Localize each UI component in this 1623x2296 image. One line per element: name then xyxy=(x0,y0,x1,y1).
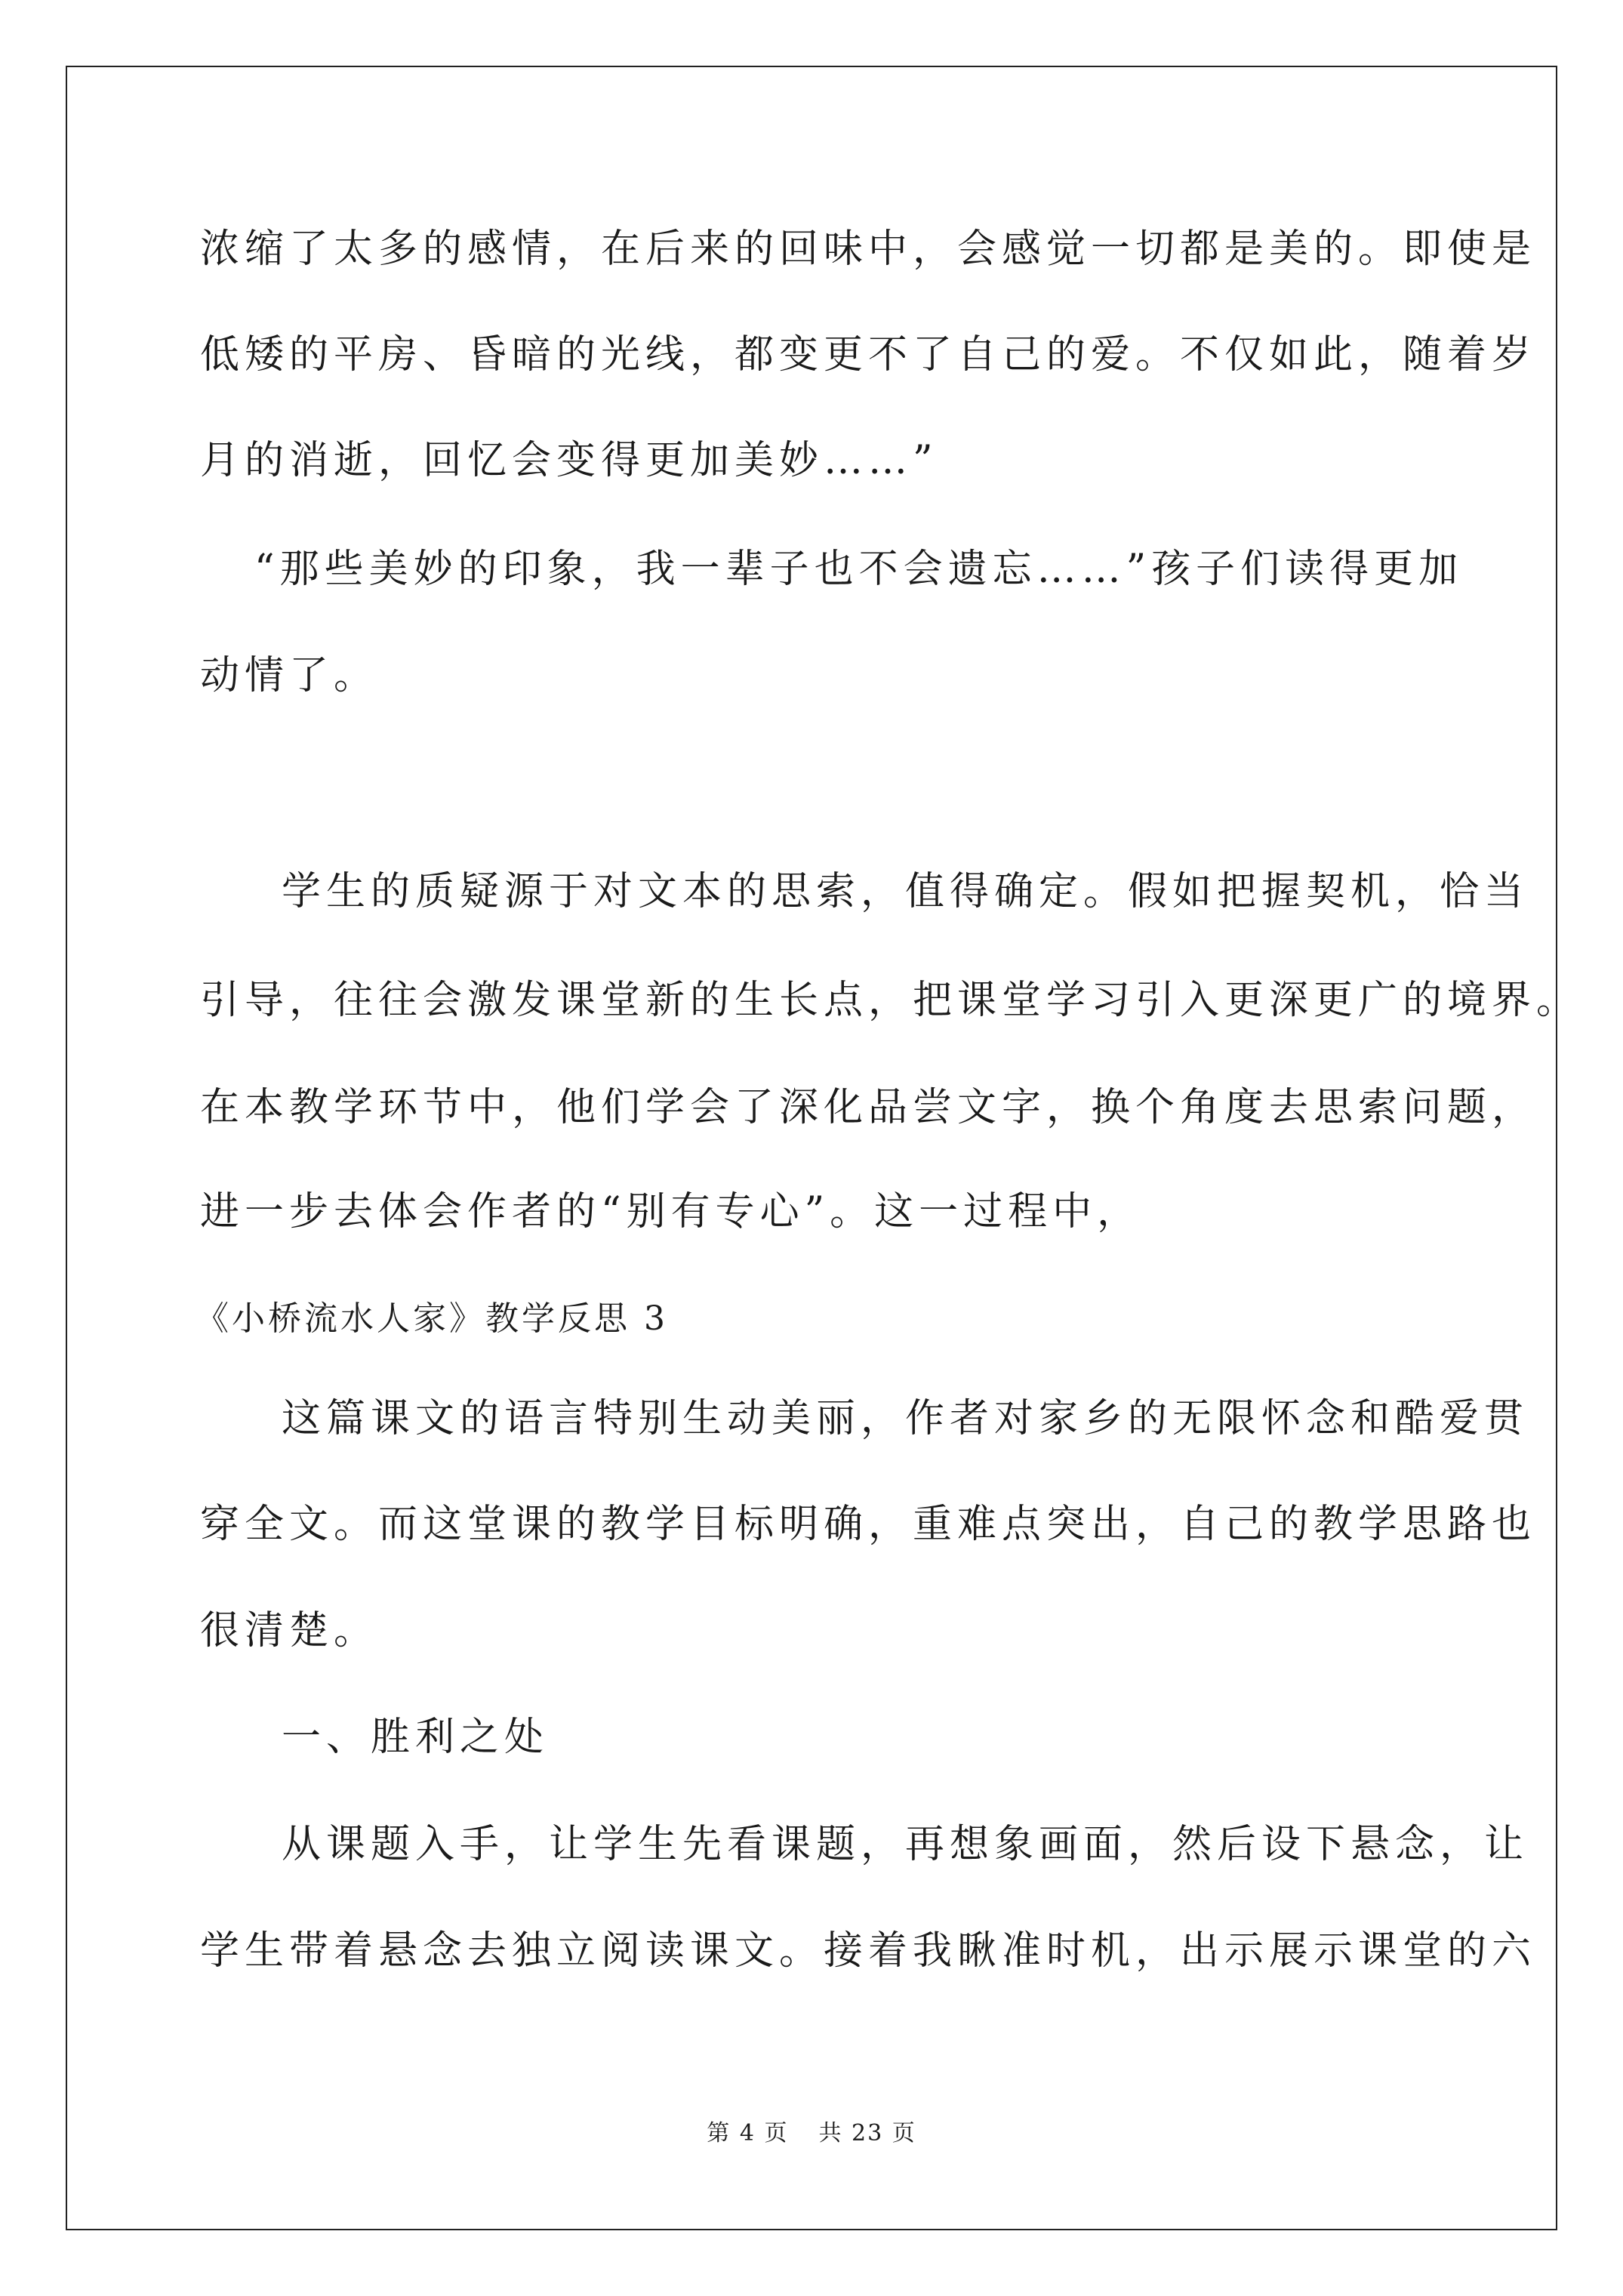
text-line: 低矮的平房、昏暗的光线，都变更不了自己的爱。不仅如此，随着岁 xyxy=(200,332,1537,378)
page-border xyxy=(66,66,1557,2230)
text-line: 穿全文。而这堂课的教学目标明确，重难点突出，自己的教学思路也 xyxy=(200,1502,1537,1547)
paragraph-first-line: “那些美妙的印象，我一辈子也不会遗忘……”孩子们读得更加 xyxy=(254,547,1464,592)
text-line: 浓缩了太多的感情，在后来的回味中，会感觉一切都是美的。即使是 xyxy=(200,227,1537,272)
page-number: 第 4 页 xyxy=(707,2120,789,2147)
text-line: 月的消逝，回忆会变得更加美妙……” xyxy=(200,438,938,483)
paragraph-first-line: 学生的质疑源于对文本的思索，值得确定。假如把握契机，恰当 xyxy=(282,869,1529,914)
text-line: 很清楚。 xyxy=(200,1608,379,1653)
page-footer xyxy=(0,2119,1623,2149)
text-line: 引导，往往会激发课堂新的生长点，把课堂学习引入更深更广的境界。 xyxy=(200,978,1581,1023)
text-line: 在本教学环节中，他们学会了深化品尝文字，换个角度去思索问题， xyxy=(200,1085,1537,1130)
text-line: 动情了。 xyxy=(200,653,379,698)
text-line: 进一步去体会作者的“别有专心”。这一过程中， xyxy=(200,1189,1142,1234)
paragraph-first-line: 从课题入手，让学生先看课题，再想象画面，然后设下悬念，让 xyxy=(282,1822,1529,1867)
subheading: 一、胜利之处 xyxy=(282,1715,550,1760)
section-heading: 《小桥流水人家》教学反思 3 xyxy=(196,1299,668,1338)
paragraph-first-line: 这篇课文的语言特别生动美丽，作者对家乡的无限怀念和酷爱贯 xyxy=(282,1396,1529,1441)
page-total: 共 23 页 xyxy=(818,2120,916,2147)
text-line: 学生带着悬念去独立阅读课文。接着我瞅准时机，出示展示课堂的六 xyxy=(200,1928,1537,1974)
